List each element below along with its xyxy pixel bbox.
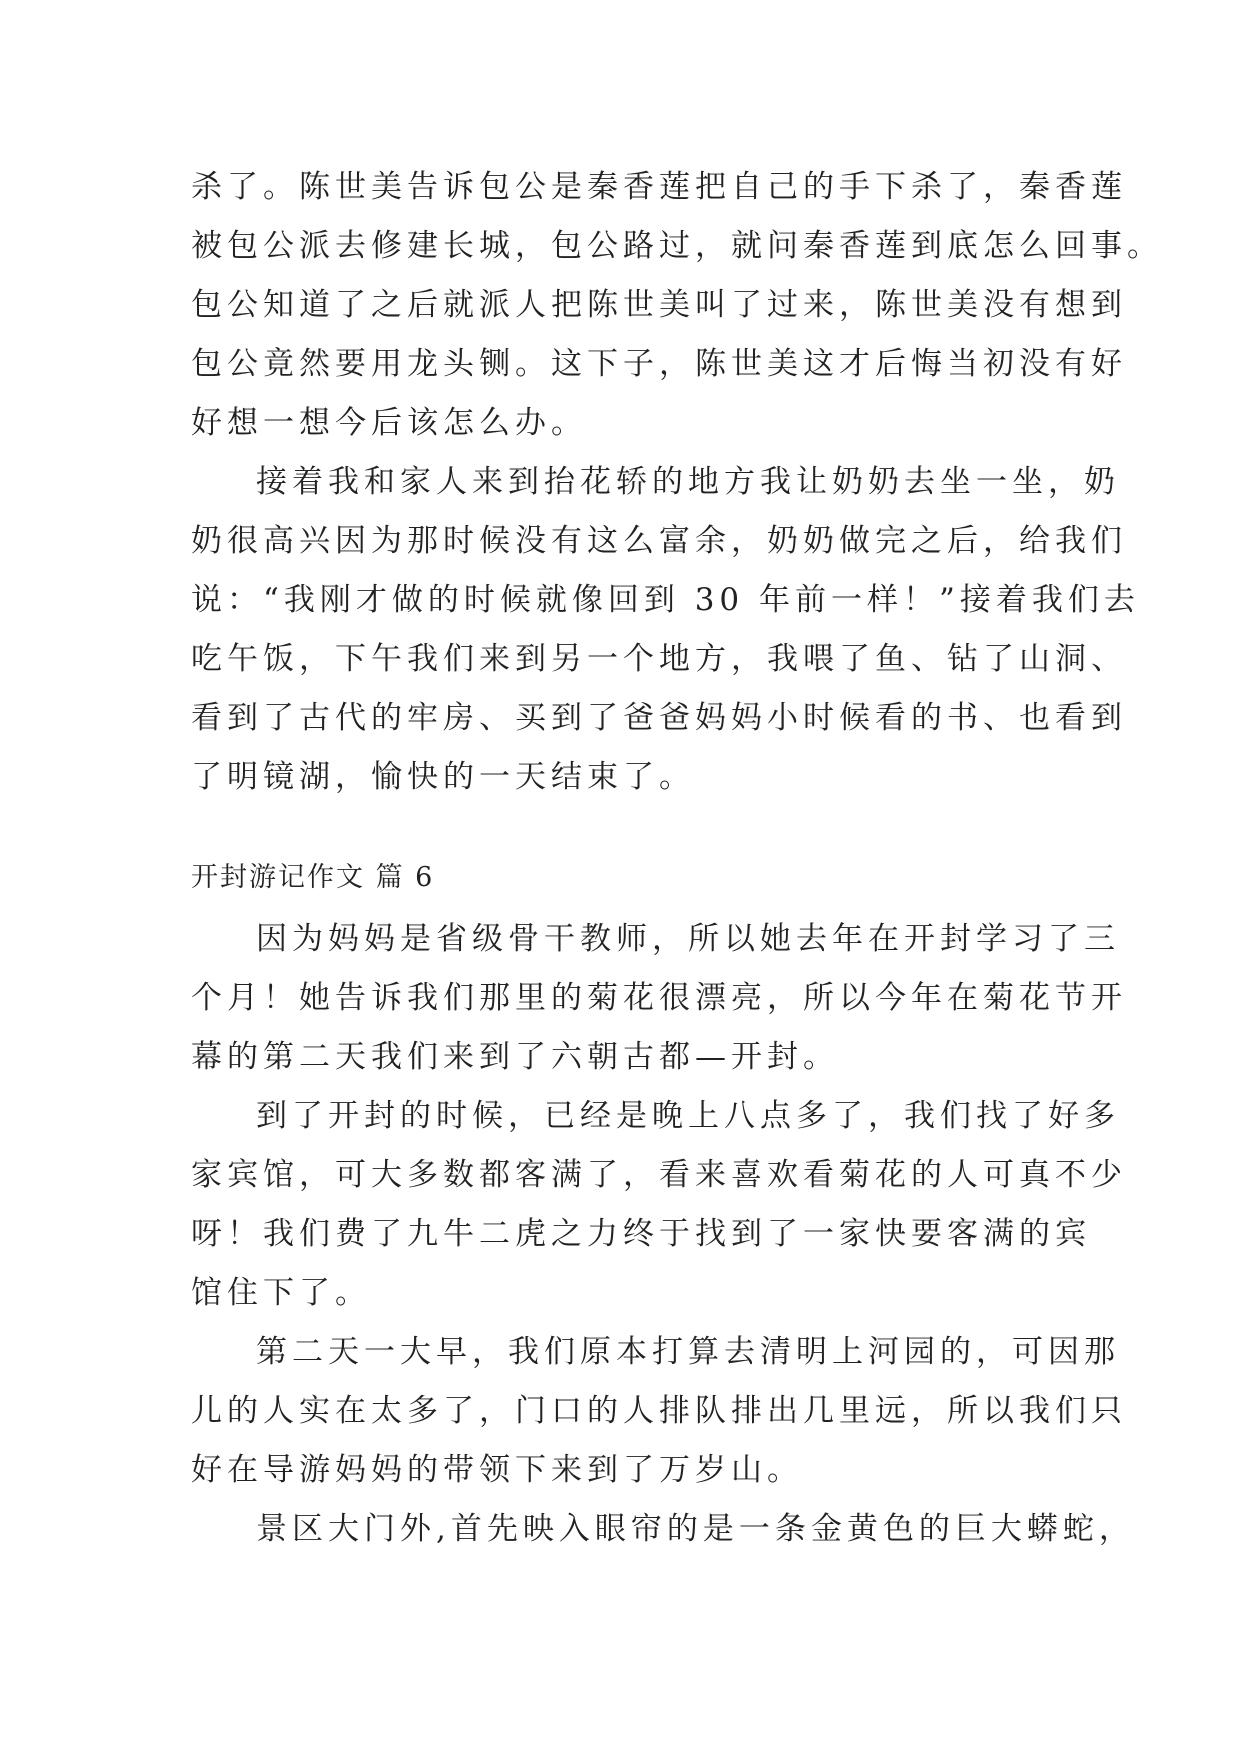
paragraph-line: 杀了。陈世美告诉包公是秦香莲把自己的手下杀了，秦香莲	[191, 169, 1127, 205]
paragraph-line: 奶很高兴因为那时候没有这么富余，奶奶做完之后，给我们	[191, 523, 1127, 559]
paragraph-line: 好想一想今后该怎么办。	[191, 405, 587, 441]
paragraph-line: 看到了古代的牢房、买到了爸爸妈妈小时候看的书、也看到	[191, 700, 1127, 736]
paragraph-line: 个月！她告诉我们那里的菊花很漂亮，所以今年在菊花节开	[191, 980, 1127, 1016]
paragraph-line: 说：“我刚才做的时候就像回到 30 年前一样！”接着我们去	[191, 582, 1140, 618]
section-heading: 开封游记作文 篇 6	[191, 862, 435, 893]
paragraph-line: 了明镜湖，愉快的一天结束了。	[191, 759, 695, 795]
paragraph-line: 因为妈妈是省级骨干教师，所以她去年在开封学习了三	[256, 921, 1120, 957]
paragraph-line: 景区大门外,首先映入眼帘的是一条金黄色的巨大蟒蛇，	[256, 1511, 1135, 1547]
paragraph-line: 家宾馆，可大多数都客满了，看来喜欢看菊花的人可真不少	[191, 1157, 1127, 1193]
paragraph-line: 馆住下了。	[191, 1275, 371, 1311]
paragraph-line: 包公知道了之后就派人把陈世美叫了过来，陈世美没有想到	[191, 287, 1127, 323]
paragraph-line: 第二天一大早，我们原本打算去清明上河园的，可因那	[256, 1334, 1120, 1370]
paragraph-line: 幕的第二天我们来到了六朝古都—开封。	[191, 1039, 839, 1075]
paragraph-line: 包公竟然要用龙头铡。这下子，陈世美这才后悔当初没有好	[191, 346, 1127, 382]
paragraph-line: 好在导游妈妈的带领下来到了万岁山。	[191, 1452, 803, 1488]
paragraph-line: 儿的人实在太多了，门口的人排队排出几里远，所以我们只	[191, 1393, 1127, 1429]
paragraph-line: 吃午饭，下午我们来到另一个地方，我喂了鱼、钻了山洞、	[191, 641, 1127, 677]
paragraph-line: 接着我和家人来到抬花轿的地方我让奶奶去坐一坐，奶	[256, 464, 1120, 500]
paragraph-line: 到了开封的时候，已经是晚上八点多了，我们找了好多	[256, 1098, 1120, 1134]
paragraph-line: 被包公派去修建长城，包公路过，就问秦香莲到底怎么回事。	[191, 228, 1163, 264]
paragraph-line: 呀！我们费了九牛二虎之力终于找到了一家快要客满的宾	[191, 1216, 1091, 1252]
